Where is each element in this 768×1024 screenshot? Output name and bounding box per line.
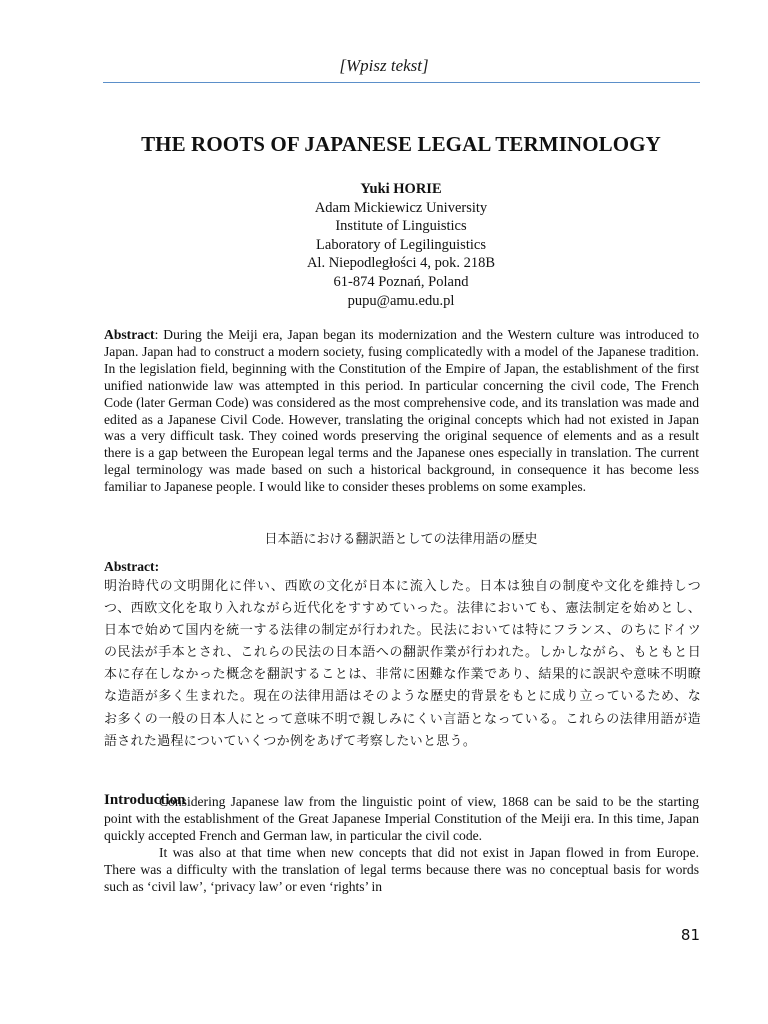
introduction-body: [104, 794, 699, 895]
abstract-english: [104, 327, 699, 496]
author-city: 61-874 Poznań, Poland: [333, 273, 469, 290]
introduction-paragraph-1: Considering Japanese law from the linguistic point of view, 1868 can be said to be the starting point with the establishment of the Great Japanese Imperial Constitution of the Meiji era. In this time, Japan quickly accepted French and German law, in particular the civil code.: [104, 794, 699, 843]
abstract-label: Abstract: [104, 327, 155, 342]
japanese-abstract-text: 明治時代の文明開化に伴い、西欧の文化が日本に流入した。日本は独自の制度や文化を維持しつつ、西欧文化を取り入れながら近代化をすすめていった。法律においても、憲法制定を始めとし、日本で始めて国内を統一する法律の制定が行われた。民法においては特にフランス、のちにドイツの民法が手本とされ、これらの民法の日本語への翻訳作業が行われた。しかしながら、もともと日本に存在しなかった概念を翻訳することは、非常に困難な作業であり、結果的に誤訳や意味不明瞭な造語が多く生まれた。現在の法律用語はそのような歴史的背景をもとに成り立っているため、なお多くの一般の日本人にとって意味不明で親しみにくい言語となっている。これらの法律用語が造語された過程についていくつか例をあげて考察したいと思う。: [104, 579, 701, 749]
japanese-abstract-label: Abstract:: [104, 559, 160, 574]
header-divider: [103, 82, 700, 83]
introduction-paragraph-2: It was also at that time when new concepts that did not exist in Japan flowed in from Europe. There was a difficulty with the translation of legal terms because there was no conceptual basis for words such as ‘civil law’, ‘privacy law’ or even ‘rights’ in: [104, 844, 699, 894]
page-header: [Wpisz tekst]: [339, 56, 429, 75]
paper-title: THE ROOTS OF JAPANESE LEGAL TERMINOLOGY: [141, 132, 661, 156]
author-institute: Institute of Linguistics: [335, 218, 467, 235]
abstract-text: : During the Meiji era, Japan began its modernization and the Western culture was introduced to Japan. Japan had to construct a modern society, fusing complicatedly with a model of the Japanese tradition. In the legislation field, beginning with the Constitution of the Empire of Japan, the establishment of the first unified nationwide law was attempted in this period. In particular concerning the civil code, The French Code (later German Code) was considered as the most comprehensive code, and its translation was made and edited as a Japanese Civil Code. However, translating the original concepts which had not existed in Japan was a very difficult task. They coined words preserving the original sequence of elements and as a result there is a gap between the European legal terms and the Japanese ones especially in translation. The current legal terminology was made based on such a historical background, in consequence it has become less familiar to Japanese people. I would like to consider theses problems on some examples.: [104, 327, 699, 495]
author-name: Yuki HORIE: [360, 181, 442, 197]
author-laboratory: Laboratory of Legilinguistics: [316, 236, 486, 253]
author-email: pupu@amu.edu.pl: [347, 292, 455, 309]
introduction-heading: Introduction: [104, 792, 186, 808]
author-university: Adam Mickiewicz University: [314, 199, 488, 216]
page-number: 81: [680, 926, 700, 944]
author-block: [0, 180, 768, 310]
japanese-title: 日本語における翻訳語としての法律用語の歴史: [264, 532, 538, 547]
author-street: Al. Niepodległości 4, pok. 218B: [306, 255, 496, 272]
